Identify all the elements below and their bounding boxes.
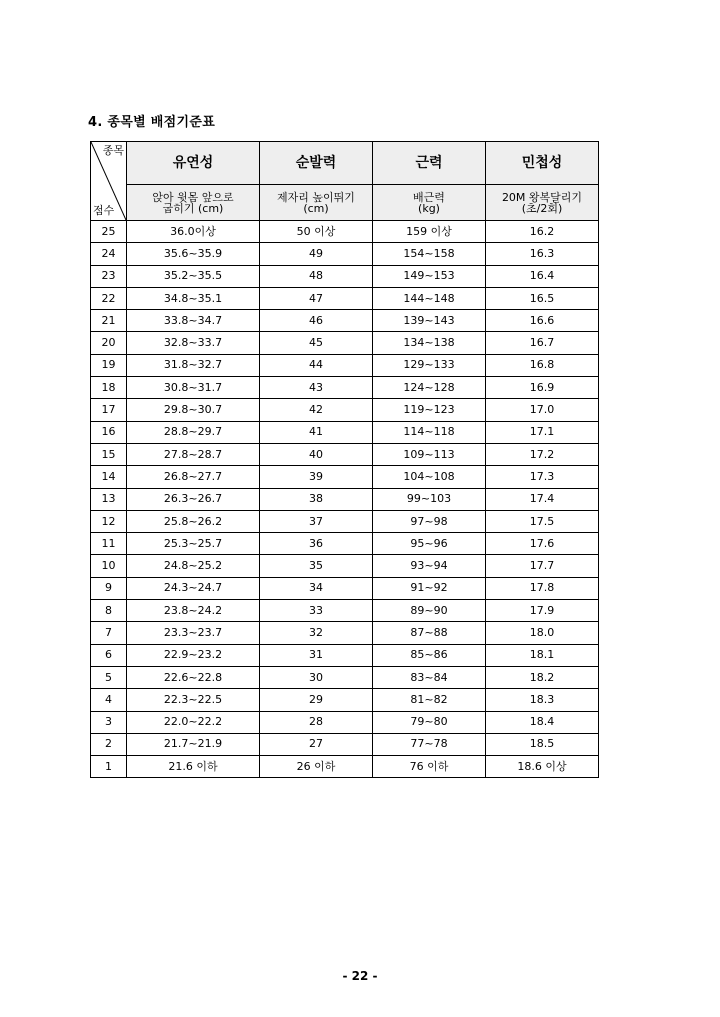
score-cell: 2 (91, 733, 127, 755)
strength-cell: 81~82 (373, 689, 486, 711)
score-cell: 8 (91, 600, 127, 622)
flexibility-cell: 29.8~30.7 (127, 399, 260, 421)
flexibility-cell: 21.6 이하 (127, 756, 260, 778)
table-row (91, 577, 599, 599)
power-cell: 41 (260, 421, 373, 443)
score-cell: 1 (91, 756, 127, 778)
power-cell: 43 (260, 377, 373, 399)
flexibility-cell: 23.8~24.2 (127, 600, 260, 622)
score-cell: 16 (91, 421, 127, 443)
power-cell: 42 (260, 399, 373, 421)
score-cell: 19 (91, 354, 127, 376)
agility-cell: 18.4 (486, 711, 599, 733)
corner-label-score: 점수 (93, 204, 115, 217)
subheader-strength (373, 185, 486, 221)
power-cell: 32 (260, 622, 373, 644)
score-cell: 6 (91, 644, 127, 666)
table-row (91, 733, 599, 755)
subheader-agility (486, 185, 599, 221)
score-cell: 21 (91, 310, 127, 332)
score-cell: 14 (91, 466, 127, 488)
section-title: 4. 종목별 배점기준표 (88, 115, 216, 130)
score-cell: 24 (91, 243, 127, 265)
table-row (91, 399, 599, 421)
flexibility-cell: 34.8~35.1 (127, 287, 260, 309)
agility-cell: 18.3 (486, 689, 599, 711)
agility-cell: 16.6 (486, 310, 599, 332)
table-row (91, 756, 599, 778)
subheader-line: 제자리 높이뛰기 (277, 190, 355, 204)
subheader-line: (초/2회) (521, 201, 563, 215)
table-row (91, 310, 599, 332)
agility-cell: 17.8 (486, 577, 599, 599)
flexibility-cell: 32.8~33.7 (127, 332, 260, 354)
power-cell: 49 (260, 243, 373, 265)
flexibility-cell: 30.8~31.7 (127, 377, 260, 399)
agility-cell: 16.5 (486, 287, 599, 309)
flexibility-cell: 21.7~21.9 (127, 733, 260, 755)
power-cell: 31 (260, 644, 373, 666)
flexibility-cell: 28.8~29.7 (127, 421, 260, 443)
score-cell: 13 (91, 488, 127, 510)
score-cell: 12 (91, 510, 127, 532)
power-cell: 34 (260, 577, 373, 599)
agility-cell: 17.0 (486, 399, 599, 421)
agility-cell: 17.4 (486, 488, 599, 510)
table-row (91, 287, 599, 309)
strength-cell: 77~78 (373, 733, 486, 755)
score-cell: 9 (91, 577, 127, 599)
score-cell: 11 (91, 533, 127, 555)
agility-cell: 16.4 (486, 265, 599, 287)
flexibility-cell: 33.8~34.7 (127, 310, 260, 332)
strength-cell: 114~118 (373, 421, 486, 443)
score-table (90, 141, 599, 778)
flexibility-cell: 22.6~22.8 (127, 666, 260, 688)
flexibility-cell: 26.3~26.7 (127, 488, 260, 510)
flexibility-cell: 26.8~27.7 (127, 466, 260, 488)
subheader-line: (cm) (303, 201, 329, 215)
strength-cell: 109~113 (373, 443, 486, 465)
table-row (91, 332, 599, 354)
corner-label-event: 종목 (102, 144, 124, 157)
table-row (91, 243, 599, 265)
power-cell: 30 (260, 666, 373, 688)
power-cell: 47 (260, 287, 373, 309)
subheader-power (260, 185, 373, 221)
power-cell: 39 (260, 466, 373, 488)
subheader-row (91, 185, 599, 221)
table-row (91, 354, 599, 376)
category-header-row (91, 142, 599, 185)
power-cell: 26 이하 (260, 756, 373, 778)
score-cell: 22 (91, 287, 127, 309)
score-cell: 25 (91, 221, 127, 243)
agility-cell: 17.7 (486, 555, 599, 577)
table-row (91, 533, 599, 555)
power-cell: 28 (260, 711, 373, 733)
corner-header-cell (91, 142, 127, 221)
flexibility-cell: 35.6~35.9 (127, 243, 260, 265)
agility-cell: 18.0 (486, 622, 599, 644)
strength-cell: 99~103 (373, 488, 486, 510)
strength-cell: 97~98 (373, 510, 486, 532)
category-power: 순발력 (260, 142, 373, 185)
power-cell: 44 (260, 354, 373, 376)
table-row (91, 711, 599, 733)
strength-cell: 91~92 (373, 577, 486, 599)
table-row (91, 555, 599, 577)
subheader-line: 배근력 (413, 190, 445, 204)
score-cell: 18 (91, 377, 127, 399)
flexibility-cell: 31.8~32.7 (127, 354, 260, 376)
agility-cell: 18.5 (486, 733, 599, 755)
table-row (91, 377, 599, 399)
score-cell: 7 (91, 622, 127, 644)
flexibility-cell: 24.8~25.2 (127, 555, 260, 577)
category-agility: 민첩성 (486, 142, 599, 185)
score-cell: 4 (91, 689, 127, 711)
table-row (91, 622, 599, 644)
table-row (91, 221, 599, 243)
strength-cell: 95~96 (373, 533, 486, 555)
score-cell: 20 (91, 332, 127, 354)
subheader-line: (kg) (418, 201, 440, 215)
agility-cell: 18.2 (486, 666, 599, 688)
strength-cell: 119~123 (373, 399, 486, 421)
table-row (91, 510, 599, 532)
strength-cell: 76 이하 (373, 756, 486, 778)
table-row (91, 265, 599, 287)
power-cell: 36 (260, 533, 373, 555)
power-cell: 48 (260, 265, 373, 287)
score-cell: 23 (91, 265, 127, 287)
agility-cell: 16.3 (486, 243, 599, 265)
agility-cell: 17.9 (486, 600, 599, 622)
strength-cell: 83~84 (373, 666, 486, 688)
subheader-line: 굽히기 (cm) (162, 201, 224, 215)
power-cell: 45 (260, 332, 373, 354)
power-cell: 46 (260, 310, 373, 332)
power-cell: 33 (260, 600, 373, 622)
flexibility-cell: 24.3~24.7 (127, 577, 260, 599)
subheader-flexibility (127, 185, 260, 221)
strength-cell: 124~128 (373, 377, 486, 399)
table-row (91, 644, 599, 666)
agility-cell: 16.8 (486, 354, 599, 376)
strength-cell: 79~80 (373, 711, 486, 733)
strength-cell: 149~153 (373, 265, 486, 287)
strength-cell: 129~133 (373, 354, 486, 376)
power-cell: 50 이상 (260, 221, 373, 243)
table-row (91, 666, 599, 688)
table-row (91, 689, 599, 711)
subheader-line: 20M 왕복달리기 (501, 190, 583, 204)
power-cell: 37 (260, 510, 373, 532)
strength-cell: 139~143 (373, 310, 486, 332)
agility-cell: 17.6 (486, 533, 599, 555)
agility-cell: 18.1 (486, 644, 599, 666)
subheader-line: 앉아 윗몸 앞으로 (152, 190, 234, 204)
power-cell: 40 (260, 443, 373, 465)
strength-cell: 144~148 (373, 287, 486, 309)
power-cell: 38 (260, 488, 373, 510)
strength-cell: 89~90 (373, 600, 486, 622)
agility-cell: 17.5 (486, 510, 599, 532)
agility-cell: 17.2 (486, 443, 599, 465)
page-number: - 22 - (342, 969, 378, 983)
agility-cell: 16.9 (486, 377, 599, 399)
strength-cell: 159 이상 (373, 221, 486, 243)
score-cell: 10 (91, 555, 127, 577)
score-table-body (91, 142, 599, 778)
flexibility-cell: 27.8~28.7 (127, 443, 260, 465)
power-cell: 29 (260, 689, 373, 711)
score-cell: 3 (91, 711, 127, 733)
table-row (91, 600, 599, 622)
category-flexibility: 유연성 (127, 142, 260, 185)
table-row (91, 443, 599, 465)
flexibility-cell: 35.2~35.5 (127, 265, 260, 287)
strength-cell: 93~94 (373, 555, 486, 577)
agility-cell: 17.3 (486, 466, 599, 488)
flexibility-cell: 22.9~23.2 (127, 644, 260, 666)
table-row (91, 421, 599, 443)
strength-cell: 104~108 (373, 466, 486, 488)
flexibility-cell: 23.3~23.7 (127, 622, 260, 644)
strength-cell: 154~158 (373, 243, 486, 265)
score-cell: 17 (91, 399, 127, 421)
flexibility-cell: 22.3~22.5 (127, 689, 260, 711)
score-cell: 15 (91, 443, 127, 465)
power-cell: 35 (260, 555, 373, 577)
table-row (91, 466, 599, 488)
flexibility-cell: 25.8~26.2 (127, 510, 260, 532)
category-strength: 근력 (373, 142, 486, 185)
strength-cell: 85~86 (373, 644, 486, 666)
strength-cell: 87~88 (373, 622, 486, 644)
power-cell: 27 (260, 733, 373, 755)
strength-cell: 134~138 (373, 332, 486, 354)
flexibility-cell: 36.0이상 (127, 221, 260, 243)
agility-cell: 16.2 (486, 221, 599, 243)
agility-cell: 18.6 이상 (486, 756, 599, 778)
agility-cell: 16.7 (486, 332, 599, 354)
flexibility-cell: 22.0~22.2 (127, 711, 260, 733)
agility-cell: 17.1 (486, 421, 599, 443)
score-cell: 5 (91, 666, 127, 688)
flexibility-cell: 25.3~25.7 (127, 533, 260, 555)
table-row (91, 488, 599, 510)
